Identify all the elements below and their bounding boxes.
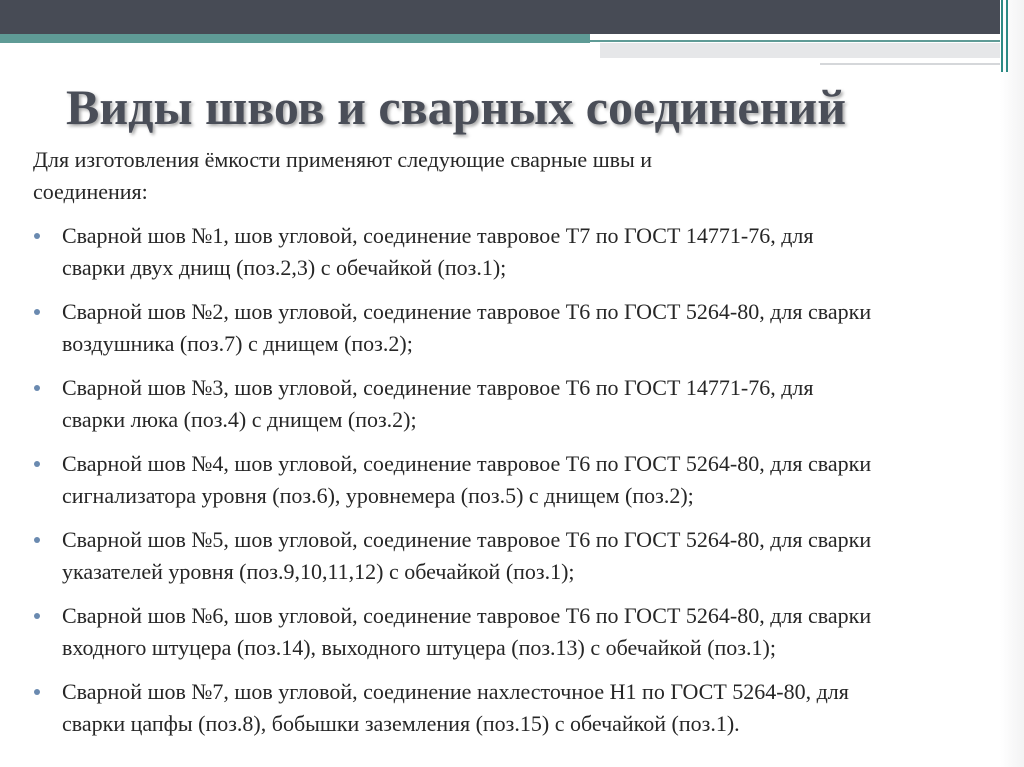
list-item — [33, 220, 1008, 284]
accent-line — [590, 40, 1024, 42]
decor-line — [820, 63, 1024, 65]
weld-list — [33, 220, 1008, 752]
intro-line: соединения: — [33, 179, 148, 204]
list-item — [33, 600, 1008, 664]
decor-vertical-line — [1006, 0, 1008, 72]
list-item-line: сварки люка (поз.4) с днищем (поз.2); — [62, 407, 417, 432]
list-item-line: воздушника (поз.7) с днищем (поз.2); — [62, 331, 413, 356]
list-item-line: указателей уровня (поз.9,10,11,12) с обечайкой (поз.1); — [62, 559, 575, 584]
bullet-icon — [34, 461, 40, 467]
accent-strip — [0, 34, 590, 43]
list-item-line: сварки цапфы (поз.8), бобышки заземления (поз.15) с обечайкой (поз.1). — [62, 711, 740, 736]
bullet-icon — [34, 309, 40, 315]
list-item — [33, 296, 1008, 360]
list-item-line: сварки двух днищ (поз.2,3) с обечайкой (поз.1); — [62, 255, 507, 280]
bullet-icon — [34, 233, 40, 239]
list-item-line: входного штуцера (поз.14), выходного штуцера (поз.13) с обечайкой (поз.1); — [62, 635, 776, 660]
decor-vertical-line — [1001, 0, 1003, 72]
slide-title: Виды швов и сварных соединений — [66, 79, 847, 135]
intro-line: Для изготовления ёмкости применяют следующие сварные швы и — [33, 147, 653, 172]
list-item — [33, 448, 1008, 512]
list-item-line: Сварной шов №4, шов угловой, соединение тавровое Т6 по ГОСТ 5264-80, для сварки — [62, 451, 872, 476]
bullet-icon — [34, 689, 40, 695]
list-item-line: Сварной шов №3, шов угловой, соединение тавровое Т6 по ГОСТ 14771-76, для — [62, 375, 814, 400]
list-item-line: Сварной шов №2, шов угловой, соединение тавровое Т6 по ГОСТ 5264-80, для сварки — [62, 299, 872, 324]
intro-paragraph — [33, 144, 993, 208]
list-item-line: Сварной шов №1, шов угловой, соединение тавровое Т7 по ГОСТ 14771-76, для — [62, 223, 814, 248]
list-item — [33, 524, 1008, 588]
list-item — [33, 372, 1008, 436]
bullet-icon — [34, 385, 40, 391]
list-item — [33, 676, 1008, 740]
list-item-line: сигнализатора уровня (поз.6), уровнемера (поз.5) с днищем (поз.2); — [62, 483, 694, 508]
bullet-icon — [34, 537, 40, 543]
list-item-line: Сварной шов №7, шов угловой, соединение нахлесточное Н1 по ГОСТ 5264-80, для — [62, 679, 849, 704]
decor-block — [600, 43, 1000, 58]
list-item-line: Сварной шов №6, шов угловой, соединение тавровое Т6 по ГОСТ 5264-80, для сварки — [62, 603, 872, 628]
header-bar — [0, 0, 1024, 34]
bullet-icon — [34, 613, 40, 619]
list-item-line: Сварной шов №5, шов угловой, соединение тавровое Т6 по ГОСТ 5264-80, для сварки — [62, 527, 872, 552]
